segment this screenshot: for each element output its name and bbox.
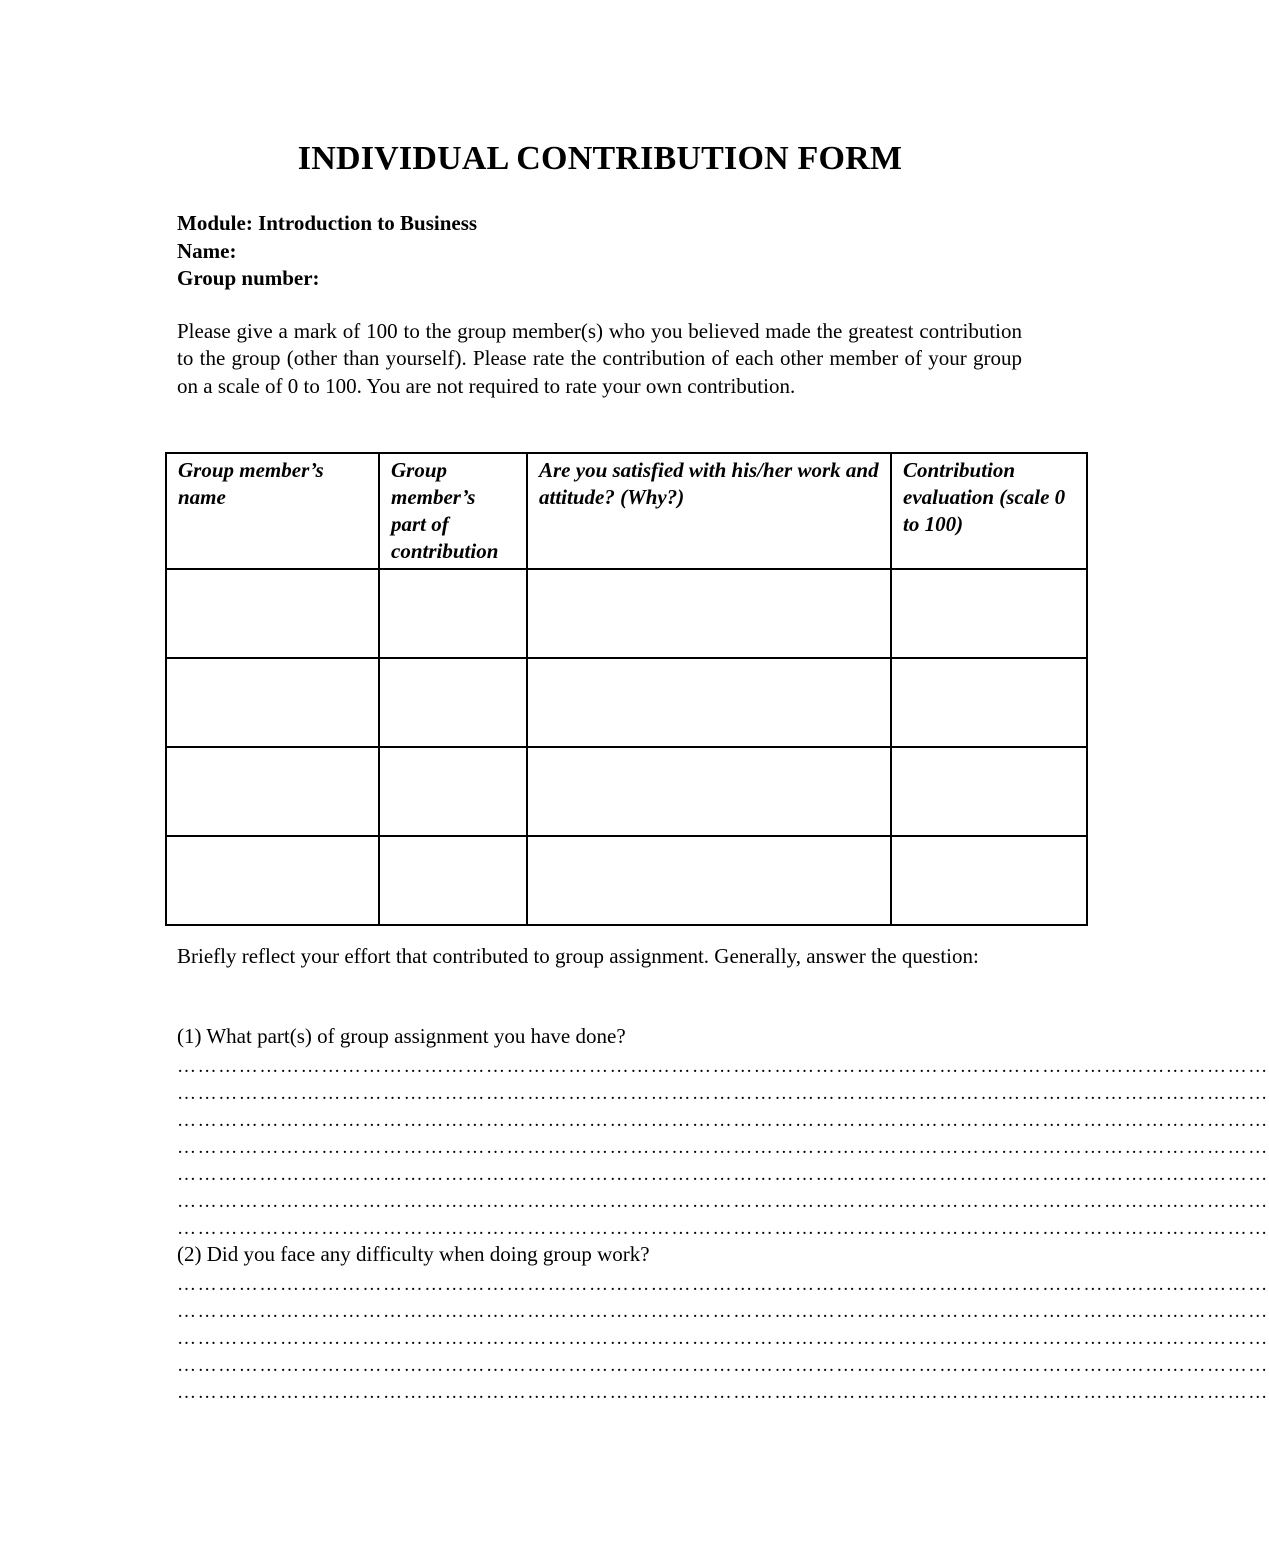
answer-dot-line: …………………………………………………………………………………………………………………………………………… [177, 1083, 1269, 1104]
answer-dot-line: …………………………………………………………………………………………………………………………………………… [177, 1218, 1269, 1239]
cell-member-name[interactable] [166, 836, 379, 925]
cell-evaluation[interactable] [891, 747, 1087, 836]
contribution-table [165, 452, 1088, 926]
reflection-paragraph: Briefly reflect your effort that contributed to group assignment. Generally, answer the question: [177, 944, 979, 968]
cell-part-of-contribution[interactable] [379, 747, 527, 836]
instructions-paragraph: Please give a mark of 100 to the group member(s) who you believed made the greatest contribution to the group (other than yourself). Please rate the contribution of each other member of your group on a scale of 0 to 100. You are not required to rate your own contribution. [177, 319, 1022, 398]
answer-dot-line: …………………………………………………………………………………………………………………………………………… [177, 1355, 1269, 1376]
header-member-name: Group member’s name [166, 453, 379, 569]
answer-dot-line: …………………………………………………………………………………………………………………………………………… [177, 1301, 1269, 1322]
table-row [166, 747, 1087, 836]
question-2: (2) Did you face any difficulty when doing group work? [177, 1242, 650, 1266]
answer-dot-line: …………………………………………………………………………………………………………………………………………… [177, 1110, 1269, 1131]
header-contribution-evaluation: Contribution evaluation (scale 0 to 100) [891, 453, 1087, 569]
table-row [166, 569, 1087, 658]
cell-satisfaction[interactable] [527, 569, 891, 658]
cell-part-of-contribution[interactable] [379, 658, 527, 747]
header-satisfaction: Are you satisfied with his/her work and attitude? (Why?) [527, 453, 891, 569]
answer-dot-line: …………………………………………………………………………………………………………………………………………… [177, 1137, 1269, 1158]
answer-lines-q2[interactable] [177, 1271, 1269, 1406]
cell-member-name[interactable] [166, 658, 379, 747]
cell-satisfaction[interactable] [527, 836, 891, 925]
answer-lines-q1[interactable] [177, 1053, 1269, 1242]
cell-part-of-contribution[interactable] [379, 569, 527, 658]
cell-member-name[interactable] [166, 569, 379, 658]
cell-evaluation[interactable] [891, 569, 1087, 658]
page-title: INDIVIDUAL CONTRIBUTION FORM [297, 140, 903, 177]
cell-satisfaction[interactable] [527, 658, 891, 747]
form-meta [177, 210, 477, 293]
answer-dot-line: …………………………………………………………………………………………………………………………………………… [177, 1164, 1269, 1185]
cell-satisfaction[interactable] [527, 747, 891, 836]
cell-evaluation[interactable] [891, 658, 1087, 747]
group-number-label: Group number: [177, 266, 320, 290]
table-row [166, 658, 1087, 747]
cell-evaluation[interactable] [891, 836, 1087, 925]
question-1: (1) What part(s) of group assignment you have done? [177, 1024, 626, 1048]
table-row [166, 836, 1087, 925]
header-part-of-contribution: Group member’s part of contribution [379, 453, 527, 569]
name-label: Name: [177, 238, 237, 263]
table-header-row [166, 453, 1087, 569]
answer-dot-line: …………………………………………………………………………………………………………………………………………… [177, 1382, 1269, 1403]
answer-dot-line: …………………………………………………………………………………………………………………………………………… [177, 1274, 1269, 1295]
cell-member-name[interactable] [166, 747, 379, 836]
module-label: Module: Introduction to Business [177, 211, 478, 235]
answer-dot-line: …………………………………………………………………………………………………………………………………………… [177, 1056, 1269, 1077]
cell-part-of-contribution[interactable] [379, 836, 527, 925]
answer-dot-line: …………………………………………………………………………………………………………………………………………… [177, 1328, 1269, 1349]
answer-dot-line: …………………………………………………………………………………………………………………………………………… [177, 1191, 1269, 1212]
